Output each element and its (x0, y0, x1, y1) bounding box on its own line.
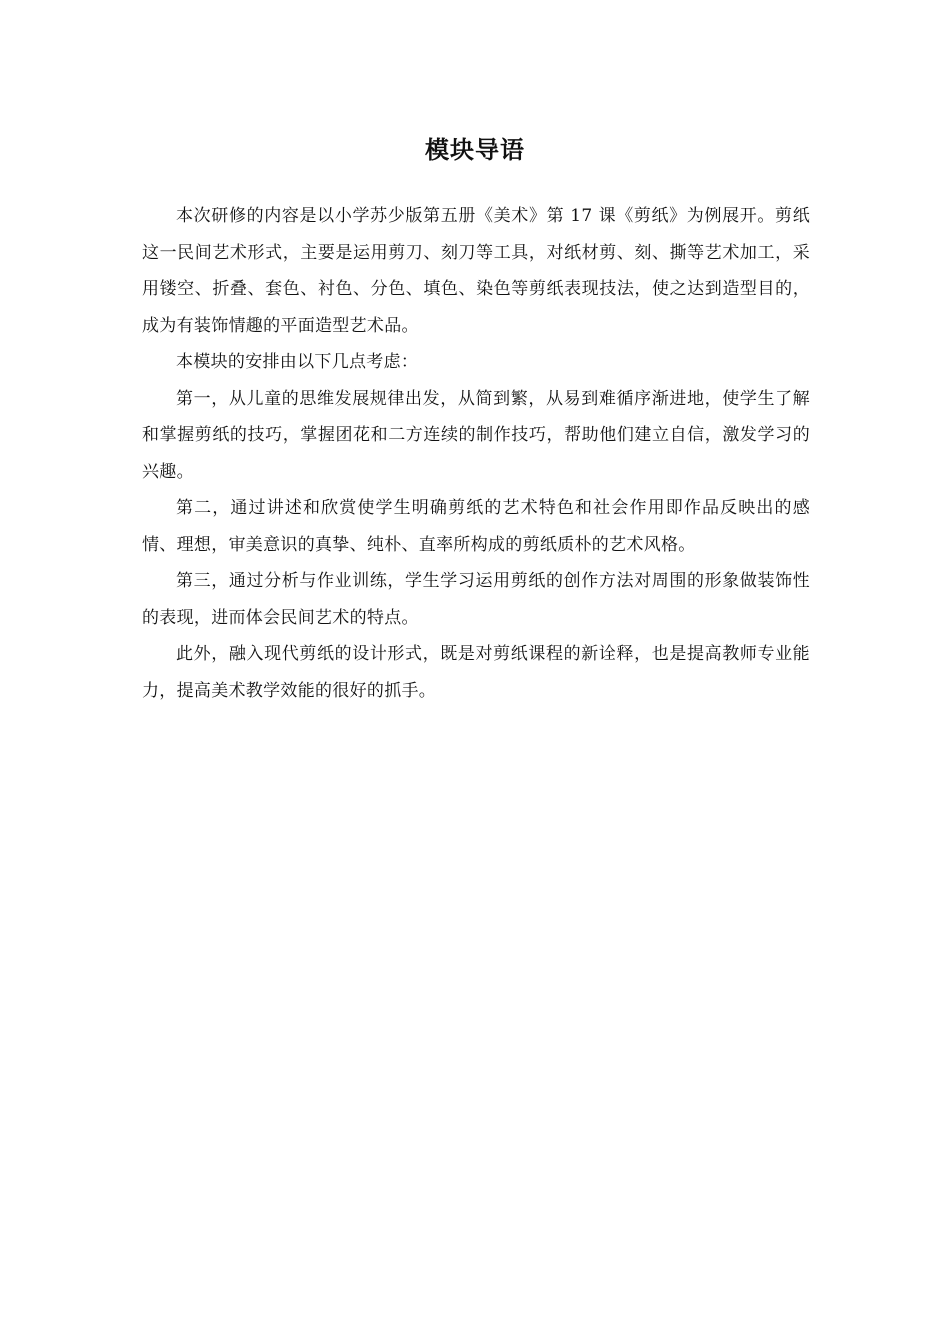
paragraph-second: 第二，通过讲述和欣赏使学生明确剪纸的艺术特色和社会作用即作品反映出的感情、理想，审美意识的真挚、纯朴、直率所构成的剪纸质朴的艺术风格。 (142, 498, 810, 555)
body-text (142, 198, 810, 709)
paragraph-first: 第一，从儿童的思维发展规律出发，从简到繁，从易到难循序渐进地，使学生了解和掌握剪纸的技巧，掌握团花和二方连续的制作技巧，帮助他们建立自信，激发学习的兴趣。 (142, 388, 810, 482)
paragraph-intro: 本次研修的内容是以小学苏少版第五册《美术》第 17 课《剪纸》为例展开。剪纸这一民间艺术形式，主要是运用剪刀、刻刀等工具，对纸材剪、刻、撕等艺术加工，采用镂空、折叠、套色、衬色、分色、填色、染色等剪纸表现技法，使之达到造型目的，成为有装饰情趣的平面造型艺术品。 (142, 206, 810, 336)
paragraph-additionally: 此外，融入现代剪纸的设计形式，既是对剪纸课程的新诠释，也是提高教师专业能力，提高美术教学效能的很好的抓手。 (142, 644, 810, 701)
paragraph-third: 第三，通过分析与作业训练，学生学习运用剪纸的创作方法对周围的形象做装饰性的表现，进而体会民间艺术的特点。 (142, 571, 810, 628)
paragraph-arrangement: 本模块的安排由以下几点考虑： (176, 352, 419, 372)
page-title: 模块导语 (425, 136, 525, 164)
